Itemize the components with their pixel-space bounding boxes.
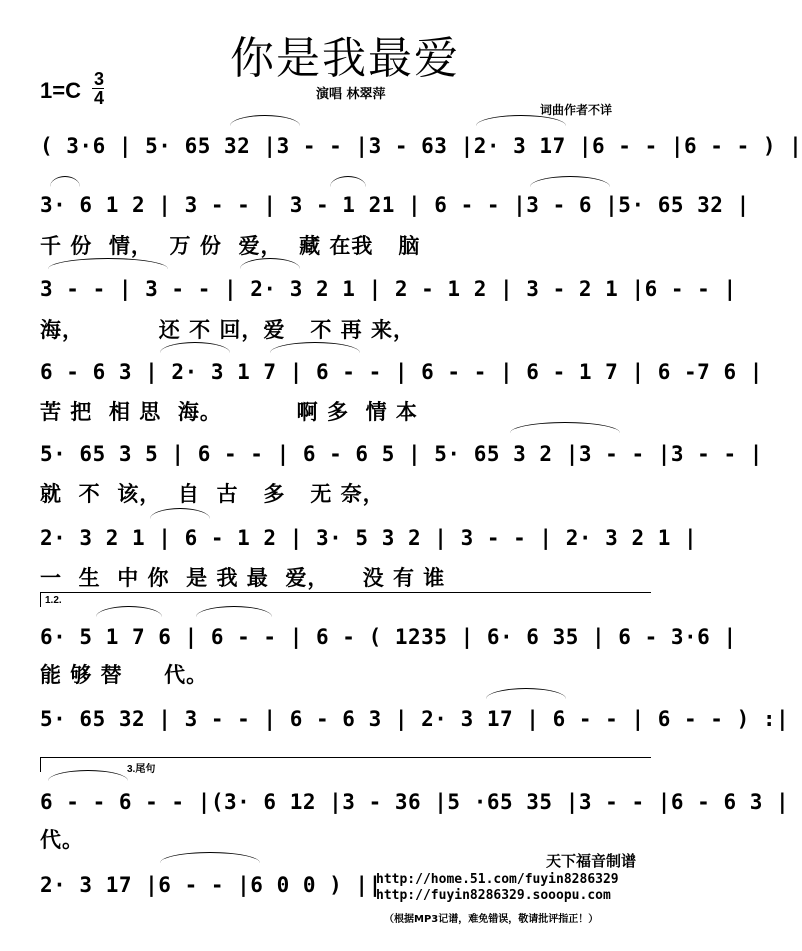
score-line-1: ( 3·6 | 5· 65 32 |3 - - |3 - 63 |2· 3 17 |6 - - |6 - - ) | — [40, 134, 802, 158]
lyric-line-9: 代。 — [40, 828, 84, 852]
score-line-3: 3 - - | 3 - - | 2· 3 2 1 | 2 - 1 2 | 3 - 2 1 |6 - - | — [40, 277, 737, 301]
slur-arc — [230, 115, 300, 126]
slur-arc — [150, 508, 210, 519]
volta-bracket-1 — [40, 592, 651, 607]
time-numerator: 3 — [93, 69, 104, 89]
publisher-url-2: http://fuyin8286329.sooopu.com — [376, 888, 611, 903]
slur-arc — [530, 176, 610, 187]
score-line-2: 3· 6 1 2 | 3 - - | 3 - 1 21 | 6 - - |3 - 6 |5· 65 32 | — [40, 193, 750, 217]
score-line-10: 2· 3 17 |6 - - |6 0 0 ) || — [40, 873, 382, 897]
lyric-line-4: 苦 把 相 思 海。 啊 多 情 本 — [40, 400, 418, 424]
slur-arc — [196, 606, 272, 617]
lyric-line-2: 千 份 情， 万 份 爱， 藏 在我 脑 — [40, 234, 421, 258]
score-line-6: 2· 3 2 1 | 6 - 1 2 | 3· 5 3 2 | 3 - - | 2· 3 2 1 | — [40, 526, 698, 550]
score-line-7: 6· 5 1 7 6 | 6 - - | 6 - ( 1235 | 6· 6 35 | 6 - 3·6 | — [40, 625, 737, 649]
key-label: 1=C — [40, 78, 81, 103]
lyric-line-7: 能 够 替 代。 — [40, 663, 209, 687]
song-title: 你是我最爱 — [230, 33, 460, 84]
score-line-4: 6 - 6 3 | 2· 3 1 7 | 6 - - | 6 - - | 6 - 1 7 | 6 -7 6 | — [40, 360, 763, 384]
slur-arc — [50, 176, 80, 187]
slur-arc — [486, 688, 566, 699]
score-line-9: 6 - - 6 - - |(3· 6 12 |3 - 36 |5 ·65 35 |3 - - |6 - 6 3 | — [40, 790, 790, 814]
slur-arc — [96, 606, 162, 617]
time-signature — [92, 70, 106, 107]
composer-credit: 词曲作者不详 — [540, 103, 613, 117]
key-signature — [40, 69, 104, 108]
transcription-note: （根据MP3记谱，难免错误，敬请批评指正！） — [384, 914, 599, 925]
publisher-brand: 天下福音制谱 — [546, 852, 637, 870]
time-denominator: 4 — [93, 88, 104, 108]
volta-label-1: 1.2. — [45, 595, 62, 606]
publisher-url-1: http://home.51.com/fuyin8286329 — [376, 872, 619, 887]
volta-bracket-2 — [40, 757, 651, 775]
lyric-line-5: 就 不 该， 自 古 多 无 奈， — [40, 482, 385, 506]
lyric-line-3: 海， 还 不 回，爱 不 再 来， — [40, 318, 415, 342]
lyric-line-6: 一 生 中 你 是 我 最 爱， 没 有 谁 — [40, 566, 446, 590]
volta-label-2: 3.尾句 — [127, 764, 156, 775]
singer-credit: 演唱 林翠萍 — [316, 87, 386, 102]
slur-arc — [330, 176, 366, 187]
score-line-5: 5· 65 3 5 | 6 - - | 6 - 6 5 | 5· 65 3 2 |3 - - |3 - - | — [40, 442, 763, 466]
score-line-8: 5· 65 32 | 3 - - | 6 - 6 3 | 2· 3 17 | 6 - - | 6 - - ) :| — [40, 707, 790, 731]
